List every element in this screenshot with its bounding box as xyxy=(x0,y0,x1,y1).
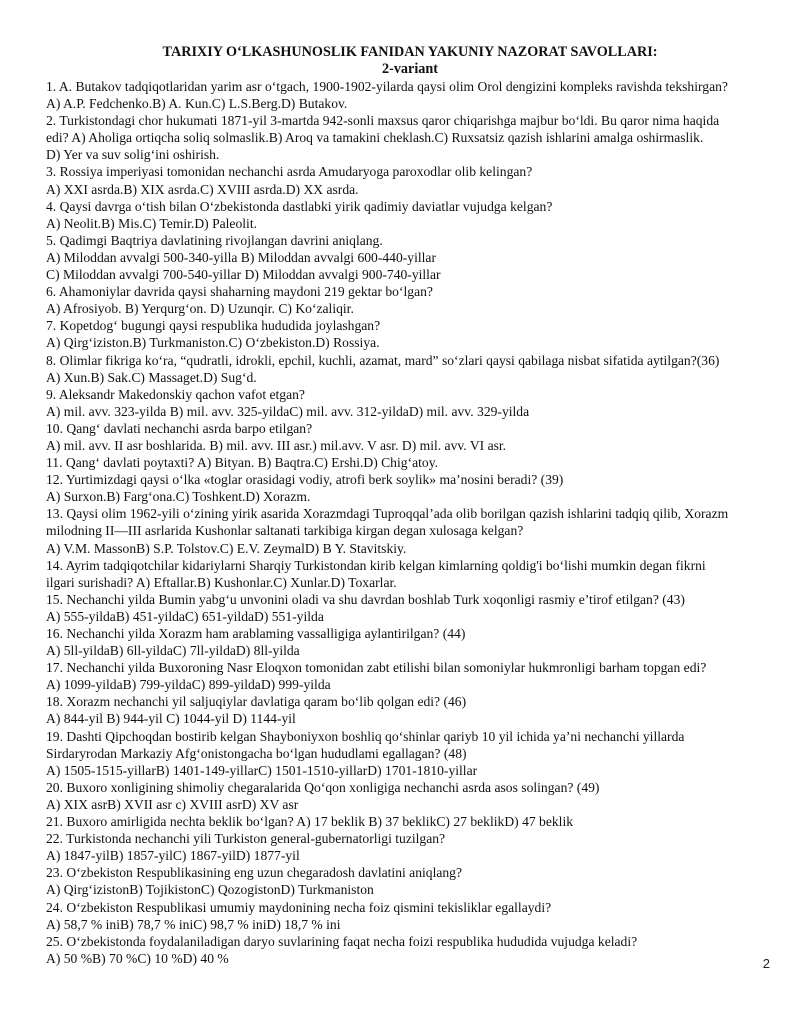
variant-label: 2-variant xyxy=(382,61,438,77)
text-line: A) 5ll-yildaB) 6ll-yildaC) 7ll-yildaD) 8ll-yilda xyxy=(46,643,300,659)
text-line: 16. Nechanchi yilda Xorazm ham arablaming vassalligiga aylantirilgan? (44) xyxy=(46,626,466,641)
text-line: Sirdaryrodan Markaziy Afg‘onistongacha bo‘lgan hududlami egallagan? (48) xyxy=(46,745,467,761)
text-line: A) Qirg‘iziston.B) Turkmaniston.C) O‘zbekiston.D) Rossiya. xyxy=(46,335,380,351)
text-line: A) XIX asrB) XVII asr c) XVIII asrD) XV asr xyxy=(46,796,299,812)
text-line: 7. Kopetdog‘ bugungi qaysi respublika hududida joylashgan? xyxy=(46,318,381,334)
text-line: A) Miloddan avvalgi 500-340-yilla B) Miloddan avvalgi 600-440-yillar xyxy=(46,249,436,265)
text-line: 3. Rossiya imperiyasi tomonidan nechanchi asrda Amudaryoga paroxodlar olib kelingan? xyxy=(46,164,533,180)
text-line: A) A.P. Fedchenko.B) A. Kun.C) L.S.Berg.D) Butakov. xyxy=(46,96,348,112)
text-line: 11. Qang‘ davlati poytaxti? A) Bityan. B) Baqtra.C) Ershi.D) Chig‘atoy. xyxy=(46,455,439,471)
text-line: 10. Qang‘ davlati nechanchi asrda barpo etilgan? xyxy=(46,420,313,436)
text-line: 13. Qaysi olim 1962-yili o‘zining yirik asarida Xorazmdagi Tuproqqal’ada olib borilgan qazish ishlarini tadqiq qilib, Xorazm xyxy=(46,506,729,522)
text-line: A) Qirg‘izistonB) TojikistonC) QozogistonD) Turkmaniston xyxy=(46,882,374,898)
text-line: 6. Ahamoniylar davrida qaysi shaharning maydoni 219 gektar bo‘lgan? xyxy=(46,284,433,300)
text-line: 22. Turkistonda nechanchi yili Turkiston general-gubernatorligi tuzilgan? xyxy=(46,831,446,847)
document-title: TARIXIY O‘LKASHUNOSLIK FANIDAN YAKUNIY NAZORAT SAVOLLARI: xyxy=(162,44,658,60)
text-line: 2. Turkistondagi chor hukumati 1871-yil 3-martda 942-sonli maxsus qaror chiqarishga majbur bo‘ldi. Bu qaror nima haqida xyxy=(46,113,720,129)
text-line: 19. Dashti Qipchoqdan bostirib kelgan Shayboniyxon boshliq qo‘shinlar qariyb 10 yil ichida ya’ni nechanchi yillarda xyxy=(46,728,685,744)
text-line: 14. Ayrim tadqiqotchilar kidariylarni Sharqiy Turkistondan kirib kelgan kimlarning qoldig'i bo‘lishi mumkin degan fikrni xyxy=(46,557,706,573)
text-line: A) mil. avv. II asr boshlarida. B) mil. avv. III asr.) mil.avv. V asr. D) mil. avv. VI asr. xyxy=(46,437,507,453)
page-number: 2 xyxy=(762,956,770,971)
text-line: A) XXI asrda.B) XIX asrda.C) XVIII asrda.D) XX asrda. xyxy=(46,181,359,197)
text-line: 23. O‘zbekiston Respublikasining eng uzun chegaradosh davlatini aniqlang? xyxy=(46,865,463,881)
text-line: A) 1847-yilB) 1857-yilC) 1867-yilD) 1877-yil xyxy=(46,848,300,864)
text-line: 15. Nechanchi yilda Bumin yabg‘u unvonini oladi va shu davrdan boshlab Turk xoqonligi rasmiy e’tirof etilgan? (43) xyxy=(46,591,685,607)
text-line: A) 1505-1515-yillarB) 1401-149-yillarC) 1501-1510-yillarD) 1701-1810-yillar xyxy=(46,762,478,778)
text-line: ilgari surishadi? A) Eftallar.B) Kushonlar.C) Xunlar.D) Toxarlar. xyxy=(46,574,397,590)
document-page xyxy=(46,44,774,967)
text-line: A) 844-yil B) 944-yil C) 1044-yil D) 1144-yil xyxy=(46,711,296,727)
text-line: A) 1099-yildaB) 799-yildaC) 899-yildaD) 999-yilda xyxy=(46,677,331,693)
text-line: A) mil. avv. 323-yilda B) mil. avv. 325-yildaC) mil. avv. 312-yildaD) mil. avv. 329-yilda xyxy=(46,403,530,419)
text-line: A) Surxon.B) Farg‘ona.C) Toshkent.D) Xorazm. xyxy=(46,489,311,505)
text-line: 20. Buxoro xonligining shimoliy chegaralarida Qo‘qon xonligiga nechanchi asrda asos solingan? (49) xyxy=(46,779,600,795)
question-list xyxy=(46,78,774,967)
text-line: edi? A) Aholiga ortiqcha soliq solmaslik.B) Aroq va tamakini cheklash.C) Ruxsatsiz qazish ishlarini amalga oshirmaslik. xyxy=(46,130,704,146)
text-line: 17. Nechanchi yilda Buxoroning Nasr Eloqxon tomonidan zabt etilishi bilan somoniylar hukmronligi barham topgan edi? xyxy=(46,660,707,676)
text-line: D) Yer va suv solig‘ini oshirish. xyxy=(46,147,220,163)
text-line: A) 58,7 % iniB) 78,7 % iniC) 98,7 % iniD) 18,7 % ini xyxy=(46,916,341,932)
text-line: 21. Buxoro amirligida nechta beklik bo‘lgan? A) 17 beklik B) 37 beklikC) 27 beklikD) 47 beklik xyxy=(46,814,574,830)
text-line: 1. A. Butakov tadqiqotlaridan yarim asr o‘tgach, 1900-1902-yilarda qaysi olim Orol dengizini kompleks ravishda tekshirgan? xyxy=(46,79,728,94)
text-line: A) V.M. MassonB) S.P. Tolstov.C) E.V. ZeymalD) B Y. Stavitskiy. xyxy=(46,540,407,556)
text-line: 9. Aleksandr Makedonskiy qachon vafot etgan? xyxy=(46,386,305,402)
text-line: A) Neolit.B) Mis.C) Temir.D) Paleolit. xyxy=(46,215,257,231)
text-line: milodning II—III asrlarida Kushonlar saltanati tarkibiga kirgan degan xulosaga kelgan? xyxy=(46,523,524,539)
text-line: A) 50 %B) 70 %C) 10 %D) 40 % xyxy=(46,950,229,966)
text-line: 4. Qaysi davrga o‘tish bilan O‘zbekistonda dastlabki yirik qadimiy daviatlar vujudga kelgan? xyxy=(46,198,553,214)
text-line: 5. Qadimgi Baqtriya davlatining rivojlangan davrini aniqlang. xyxy=(46,232,383,248)
text-line: 24. O‘zbekiston Respublikasi umumiy maydonining necha foiz qismini tekisliklar egallaydi? xyxy=(46,899,552,915)
text-line: 25. O‘zbekistonda foydalaniladigan daryo suvlarining faqat necha foizi respublika hududida vujudga keladi? xyxy=(46,933,638,949)
text-line: 18. Xorazm nechanchi yil saljuqiylar davlatiga qaram bo‘lib qolgan edi? (46) xyxy=(46,694,467,710)
text-line: A) 555-yildaB) 451-yildaC) 651-yildaD) 551-yilda xyxy=(46,608,324,624)
text-line: A) Xun.B) Sak.C) Massaget.D) Sug‘d. xyxy=(46,369,257,385)
text-line: 8. Olimlar fikriga ko‘ra, “qudratli, idrokli, epchil, kuchli, azamat, mard” so‘zlari qaysi qabilaga nisbat sifatida aytilgan?(36) xyxy=(46,352,720,368)
text-line: C) Miloddan avvalgi 700-540-yillar D) Miloddan avvalgi 900-740-yillar xyxy=(46,267,441,283)
text-line: A) Afrosiyob. B) Yerqurg‘on. D) Uzunqir. C) Ko‘zaliqir. xyxy=(46,301,354,317)
text-line: 12. Yurtimizdagi qaysi o‘lka «toglar orasidagi vodiy, atrofi berk soylik» ma’nosini beradi? (39) xyxy=(46,472,564,488)
